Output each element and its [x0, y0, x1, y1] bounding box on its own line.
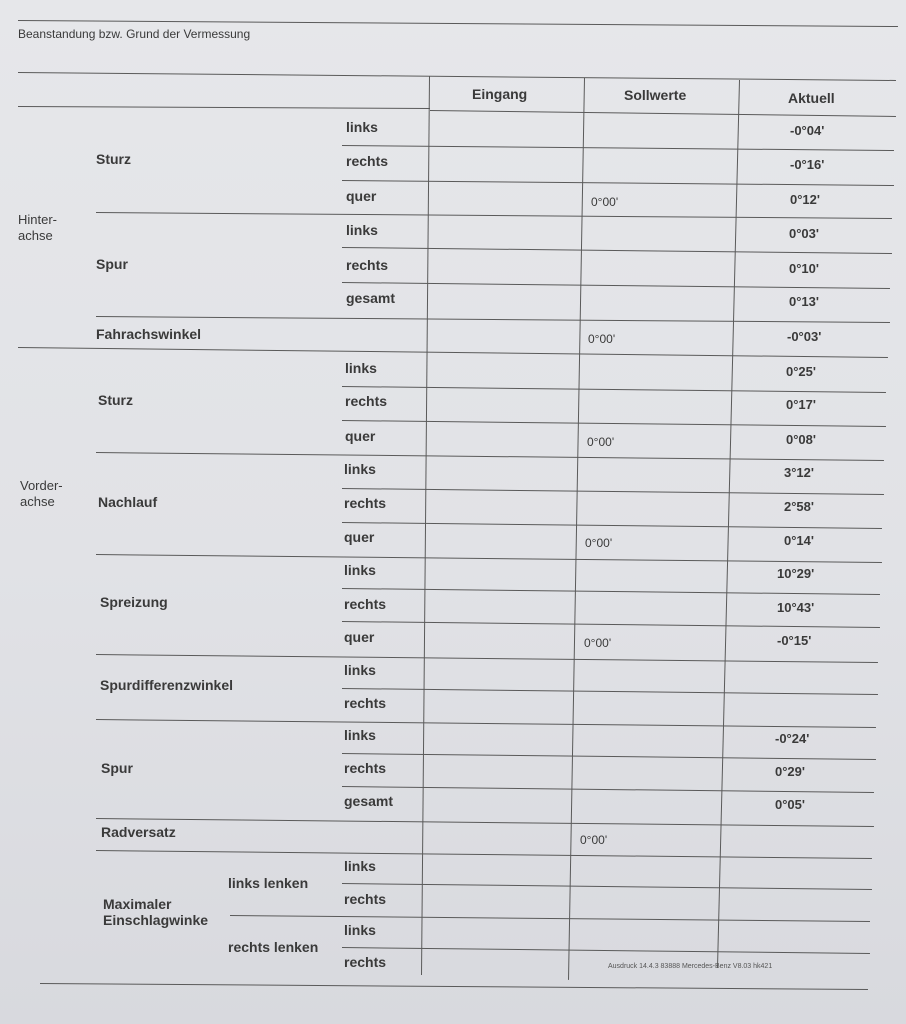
section-h-sturz: Sturz: [96, 151, 131, 167]
grid-hline: [96, 316, 890, 323]
group-hinterachse: Hinter- achse: [18, 212, 58, 243]
row-label: quer: [344, 629, 375, 645]
grid-vline: [717, 80, 740, 968]
row-label: gesamt: [344, 793, 394, 809]
grid-hline: [40, 983, 868, 990]
section-h-fahrachswinkel: Fahrachswinkel: [96, 326, 202, 342]
row-label: links: [344, 662, 376, 678]
aktuell-value: -0°03': [787, 329, 822, 344]
grid-hline: [342, 420, 886, 427]
aktuell-value: 0°03': [789, 226, 819, 241]
aktuell-value: 0°05': [775, 797, 805, 812]
sollwert-value: 0°00': [588, 332, 616, 346]
row-label: rechts: [344, 891, 387, 907]
sollwert-value: 0°00': [580, 833, 608, 847]
grid-hline: [342, 386, 886, 393]
aktuell-value: 10°29': [777, 566, 815, 581]
aktuell-value: 10°43': [777, 600, 815, 615]
row-label: links: [344, 922, 376, 938]
aktuell-value: -0°04': [790, 123, 825, 138]
row-label: links: [344, 562, 376, 578]
row-label: quer: [346, 188, 377, 204]
header-eingang: Eingang: [472, 86, 528, 102]
grid-hline: [342, 247, 892, 254]
grid-hline: [342, 488, 884, 495]
row-label: rechts: [344, 760, 387, 776]
aktuell-value: 0°13': [789, 294, 819, 309]
row-label: links: [346, 119, 378, 135]
aktuell-value: -0°24': [775, 731, 810, 746]
grid-hline: [18, 72, 896, 81]
section-v-nachlauf: Nachlauf: [98, 494, 158, 510]
header-sollwerte: Sollwerte: [624, 87, 687, 103]
section-v-links-lenken: links lenken: [228, 875, 309, 891]
aktuell-value: 0°25': [786, 364, 816, 379]
sheet-title: Beanstandung bzw. Grund der Vermessung: [18, 27, 251, 41]
section-v-rechts-lenken: rechts lenken: [228, 939, 319, 955]
grid-hline: [18, 106, 430, 109]
grid-hline: [230, 915, 870, 922]
grid-hline: [96, 554, 882, 563]
sollwert-value: 0°00': [585, 536, 613, 550]
grid-hline: [96, 818, 874, 827]
row-label: gesamt: [346, 290, 396, 306]
section-v-radversatz: Radversatz: [101, 824, 176, 840]
grid-hline: [430, 110, 896, 117]
section-v-spur: Spur: [101, 760, 133, 776]
sollwert-value: 0°00': [584, 636, 612, 650]
aktuell-value: 3°12': [784, 465, 814, 480]
aktuell-value: 2°58': [784, 499, 814, 514]
footer-print-info: Ausdruck 14.4.3 83888 Mercedes-Benz V8.03 hk421: [608, 963, 773, 970]
sollwert-value: 0°00': [591, 195, 619, 209]
section-v-spurdifferenzwinkel: Spurdifferenzwinkel: [100, 677, 234, 693]
aktuell-value: 0°12': [790, 192, 820, 207]
section-h-spur: Spur: [96, 256, 128, 272]
row-label: rechts: [346, 257, 389, 273]
grid-hline: [342, 180, 894, 186]
row-label: rechts: [346, 153, 389, 169]
aktuell-value: 0°08': [786, 432, 816, 447]
header-aktuell: Aktuell: [788, 90, 835, 106]
row-label: rechts: [344, 596, 387, 612]
row-label: quer: [344, 529, 375, 545]
grid-hline: [342, 688, 878, 695]
section-v-einschlag: Maximaler Einschlagwinke: [103, 896, 209, 928]
section-v-sturz: Sturz: [98, 392, 133, 408]
row-label: links: [346, 222, 378, 238]
row-label: links: [344, 461, 376, 477]
row-label: rechts: [345, 393, 388, 409]
grid-hline: [96, 654, 878, 663]
row-label: rechts: [344, 495, 387, 511]
row-label: links: [344, 858, 376, 874]
grid-hline: [342, 621, 880, 628]
row-label: rechts: [344, 695, 387, 711]
grid-vline: [421, 76, 430, 975]
grid-hline: [96, 850, 872, 859]
grid-hline: [342, 588, 880, 595]
grid-hline: [342, 145, 894, 151]
row-label: links: [345, 360, 377, 376]
aktuell-value: 0°14': [784, 533, 814, 548]
aktuell-value: 0°29': [775, 764, 805, 779]
aktuell-value: 0°10': [789, 261, 819, 276]
row-label: rechts: [344, 954, 387, 970]
aktuell-value: 0°17': [786, 397, 816, 412]
row-label: quer: [345, 428, 376, 444]
grid-hline: [18, 347, 888, 358]
grid-hline: [342, 282, 890, 289]
grid-hline: [96, 212, 892, 219]
aktuell-value: -0°16': [790, 157, 825, 172]
grid-hline: [342, 522, 882, 529]
aktuell-value: -0°15': [777, 633, 812, 648]
row-label: links: [344, 727, 376, 743]
grid-hline: [96, 719, 876, 728]
group-vorderachse: Vorder- achse: [20, 478, 63, 509]
section-v-spreizung: Spreizung: [100, 594, 168, 610]
sollwert-value: 0°00': [587, 435, 615, 449]
grid-hline: [96, 452, 884, 461]
